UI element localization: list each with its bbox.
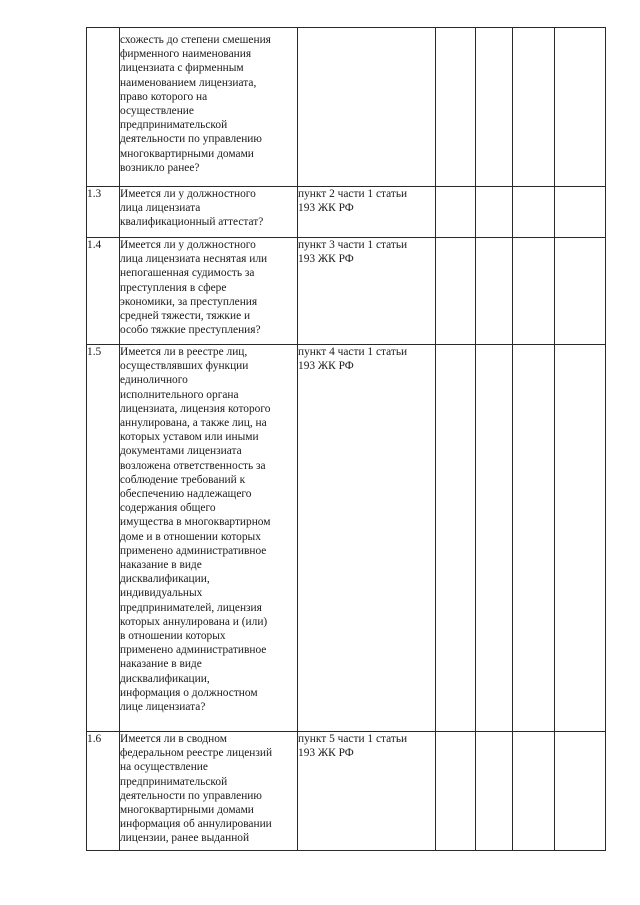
- row-number-cell: 1.4: [87, 238, 120, 345]
- answer-cell: [476, 238, 513, 345]
- notes-cell: [555, 187, 606, 238]
- answer-cell: [436, 345, 476, 732]
- answer-cell: [513, 28, 555, 187]
- question-cell: Имеется ли у должностного лица лицензиата неснятая или непогашенная судимость за преступления в сфере экономики, за преступления средней тяжести, тяжкие и особо тяжкие преступления?: [120, 238, 298, 345]
- question-cell: схожесть до степени смешения фирменного наименования лицензиата с фирменным наименованием лицензиата, право которого на осуществление предпринимательской деятельности по управлению многоквартирными домами возникло ранее?: [120, 28, 298, 187]
- answer-cell: [436, 732, 476, 851]
- table-row: [87, 238, 606, 345]
- legal-reference-cell: пункт 5 части 1 статьи 193 ЖК РФ: [298, 732, 436, 851]
- question-cell: Имеется ли в реестре лиц, осуществлявших функции единоличного исполнительного органа лицензиата, лицензия которого аннулирована, а также лиц, на которых уставом или иными документами лицензиата возложена ответственность за соблюдение требований к обеспечению надлежащего содержания общего имущества в многоквартирном доме и в отношении которых применено административное наказание в виде дисквалификации, индивидуальных предпринимателей, лицензия которых аннулирована и (или) в отношении которых применено административное наказание в виде дисквалификации, информация о должностном лице лицензиата?: [120, 345, 298, 732]
- answer-cell: [513, 187, 555, 238]
- answer-cell: [513, 238, 555, 345]
- notes-cell: [555, 732, 606, 851]
- notes-cell: [555, 28, 606, 187]
- checklist-table: [86, 27, 606, 851]
- answer-cell: [436, 187, 476, 238]
- legal-reference-cell: пункт 2 части 1 статьи 193 ЖК РФ: [298, 187, 436, 238]
- answer-cell: [476, 345, 513, 732]
- answer-cell: [513, 345, 555, 732]
- legal-reference-cell: пункт 4 части 1 статьи 193 ЖК РФ: [298, 345, 436, 732]
- table-row: [87, 187, 606, 238]
- row-number-cell: [87, 28, 120, 187]
- notes-cell: [555, 238, 606, 345]
- legal-reference-cell: [298, 28, 436, 187]
- question-cell: Имеется ли у должностного лица лицензиата квалификационный аттестат?: [120, 187, 298, 238]
- answer-cell: [513, 732, 555, 851]
- legal-reference-cell: пункт 3 части 1 статьи 193 ЖК РФ: [298, 238, 436, 345]
- table-row: [87, 732, 606, 851]
- row-number-cell: 1.3: [87, 187, 120, 238]
- answer-cell: [476, 187, 513, 238]
- answer-cell: [436, 28, 476, 187]
- row-number-cell: 1.6: [87, 732, 120, 851]
- notes-cell: [555, 345, 606, 732]
- question-cell: Имеется ли в сводном федеральном реестре лицензий на осуществление предпринимательской деятельности по управлению многоквартирными домами информация об аннулировании лицензии, ранее выданной: [120, 732, 298, 851]
- table-row: [87, 28, 606, 187]
- answer-cell: [436, 238, 476, 345]
- answer-cell: [476, 28, 513, 187]
- answer-cell: [476, 732, 513, 851]
- table-row: [87, 345, 606, 732]
- row-number-cell: 1.5: [87, 345, 120, 732]
